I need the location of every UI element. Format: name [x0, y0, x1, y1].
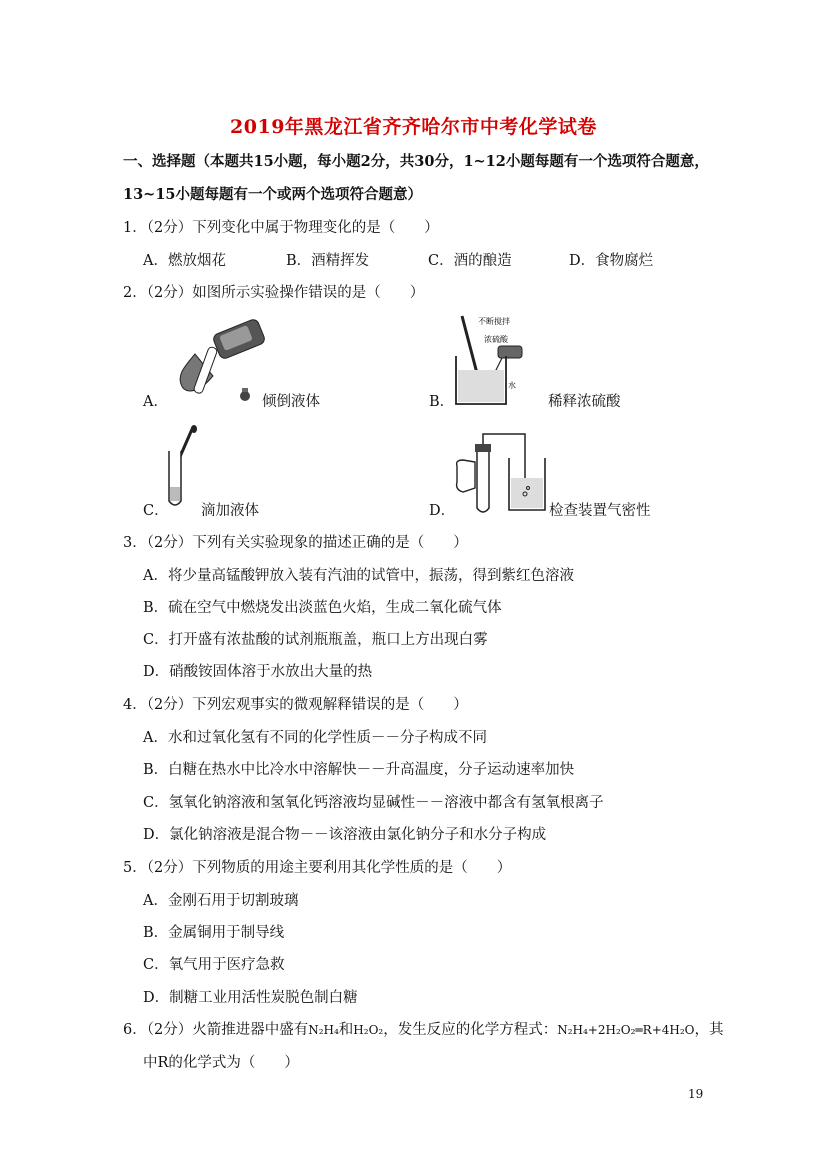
q5-option-b: B．金属铜用于制导线: [143, 925, 285, 941]
q1-option-c: C．酒的酿造: [428, 253, 512, 269]
q5-option-c: C．氧气用于医疗急救: [143, 957, 285, 973]
q5-option-d: D．制糖工业用活性炭脱色制白糖: [143, 990, 358, 1006]
q2-label-d: D．: [429, 503, 456, 519]
section-heading-line2: 13~15小题每题有一个或两个选项符合题意）: [123, 186, 423, 203]
q2-label-b: B．: [429, 394, 455, 410]
q6-stem-after: ，其: [694, 1022, 724, 1038]
pour-liquid-figure: [165, 316, 275, 406]
section-heading-line1: 一、选择题（本题共15小题，每小题2分，共30分，1~12小题每题有一个选项符合题意，: [123, 153, 709, 170]
fig-b-label-water: 水: [508, 381, 516, 390]
q3-option-d: D．硝酸铵固体溶于水放出大量的热: [143, 664, 373, 680]
q6-formula-h2o2: H₂O₂: [353, 1023, 384, 1037]
q3-stem: 3．（2分）下列有关实验现象的描述正确的是（ ）: [123, 535, 468, 551]
q1-option-d: D．食物腐烂: [569, 253, 654, 269]
q2-caption-d: 检查装置气密性: [549, 503, 651, 519]
q2-caption-b: 稀释浓硫酸: [548, 394, 621, 410]
q6-equation: N₂H₄+2H₂O₂═R+4H₂O: [557, 1023, 695, 1037]
fig-b-label-acid: 浓硫酸: [484, 335, 508, 344]
q3-option-a: A．将少量高锰酸钾放入装有汽油的试管中，振荡，得到紫红色溶液: [143, 568, 574, 584]
q3-option-b: B．硫在空气中燃烧发出淡蓝色火焰，生成二氧化硫气体: [143, 600, 502, 616]
q6-stem: [123, 1018, 724, 1039]
drop-liquid-figure: [163, 425, 203, 511]
q1-option-b: B．酒精挥发: [286, 253, 370, 269]
q5-stem: 5．（2分）下列物质的用途主要利用其化学性质的是（ ）: [123, 860, 512, 876]
q2-stem: 2．（2分）如图所示实验操作错误的是（ ）: [123, 285, 425, 301]
q1-option-a: A．燃放烟花: [143, 253, 226, 269]
dilute-acid-figure: [454, 312, 534, 408]
q6-stem-line2: 中R的化学式为（ ）: [143, 1055, 299, 1071]
q6-stem-before: 6．（2分）火箭推进器中盛有: [123, 1022, 309, 1038]
q4-option-d: D．氯化钠溶液是混合物－－该溶液由氯化钠分子和水分子构成: [143, 827, 547, 843]
q4-option-b: B．白糖在热水中比冷水中溶解快－－升高温度，分子运动速率加快: [143, 762, 575, 778]
q2-label-a: A．: [143, 394, 168, 410]
airtightness-figure: [453, 430, 549, 516]
q1-stem: 1．（2分）下列变化中属于物理变化的是（ ）: [123, 220, 439, 236]
q6-and: 和: [338, 1022, 354, 1038]
q2-caption-c: 滴加液体: [201, 503, 259, 519]
q4-option-c: C．氢氧化钠溶液和氢氧化钙溶液均显碱性－－溶液中都含有氢氧根离子: [143, 795, 604, 811]
page-title: 2019年黑龙江省齐齐哈尔市中考化学试卷: [230, 116, 597, 138]
fig-b-label-stir: 不断搅拌: [478, 317, 510, 326]
page-number: 19: [688, 1087, 704, 1101]
q6-formula-n2h4: N₂H₄: [308, 1023, 339, 1037]
q4-option-a: A．水和过氧化氢有不同的化学性质－－分子构成不同: [143, 730, 487, 746]
q2-caption-a: 倾倒液体: [262, 394, 320, 410]
q3-option-c: C．打开盛有浓盐酸的试剂瓶瓶盖，瓶口上方出现白雾: [143, 632, 488, 648]
q4-stem: 4．（2分）下列宏观事实的微观解释错误的是（ ）: [123, 697, 468, 713]
q2-label-c: C．: [143, 503, 169, 519]
q5-option-a: A．金刚石用于切割玻璃: [143, 893, 299, 909]
q6-stem-mid: ，发生反应的化学方程式：: [383, 1022, 558, 1038]
